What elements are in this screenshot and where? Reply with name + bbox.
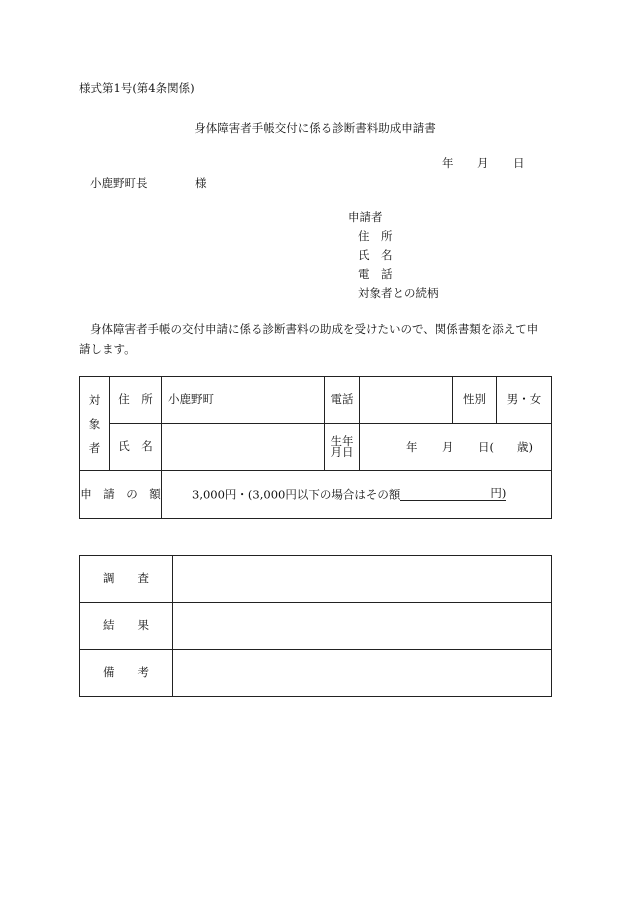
amount-text: 3,000円・(3,000円以下の場合はその額 (192, 487, 401, 502)
amount-blank-line (400, 488, 506, 501)
survey-value (173, 556, 552, 603)
birth-label: 生年月日 (325, 424, 360, 471)
body-text-line-1: 身体障害者手帳の交付申請に係る診断書料の助成を受けたいので、関係書類を添えて申 (90, 322, 539, 336)
applicant-name-label: 氏 名 (358, 248, 393, 262)
name-label: 氏 名 (110, 424, 162, 471)
age-close: 歳) (517, 440, 533, 454)
remarks-label: 備 考 (80, 650, 173, 697)
amount-value (162, 471, 552, 519)
birth-month: 月 (442, 440, 454, 454)
birth-day-age-open: 日( (478, 440, 494, 454)
phone-value (360, 377, 453, 424)
amount-label: 申 請 の 額 (80, 471, 162, 519)
applicant-heading: 申請者 (348, 210, 383, 224)
sex-options: 男・女 (497, 377, 552, 424)
remarks-value (173, 650, 552, 697)
amount-unit: 円) (490, 486, 507, 500)
result-label: 結 果 (80, 603, 173, 650)
addressee-name: 小鹿野町長 (90, 176, 148, 190)
result-value (173, 603, 552, 650)
applicant-address-label: 住 所 (358, 229, 393, 243)
addressee-honorific: 様 (195, 176, 207, 190)
subject-table (79, 376, 552, 519)
target-label: 対 象 者 (80, 377, 110, 471)
date-month: 月 (477, 156, 489, 170)
address-label: 住 所 (110, 377, 162, 424)
birth-value (360, 424, 552, 471)
birth-year: 年 (406, 440, 418, 454)
survey-label: 調 査 (80, 556, 173, 603)
date-year: 年 (442, 156, 454, 170)
address-value: 小鹿野町 (162, 377, 325, 424)
name-value (162, 424, 325, 471)
body-text-line-2: 請します。 (79, 342, 136, 356)
review-table (79, 555, 552, 697)
document-title: 身体障害者手帳交付に係る診断書料助成申請書 (194, 121, 436, 135)
date-day: 日 (513, 156, 525, 170)
form-number: 様式第1号(第4条関係) (79, 81, 195, 95)
applicant-relation-label: 対象者との続柄 (358, 286, 439, 300)
phone-label: 電話 (325, 377, 360, 424)
sex-label: 性別 (453, 377, 497, 424)
applicant-phone-label: 電 話 (358, 267, 393, 281)
